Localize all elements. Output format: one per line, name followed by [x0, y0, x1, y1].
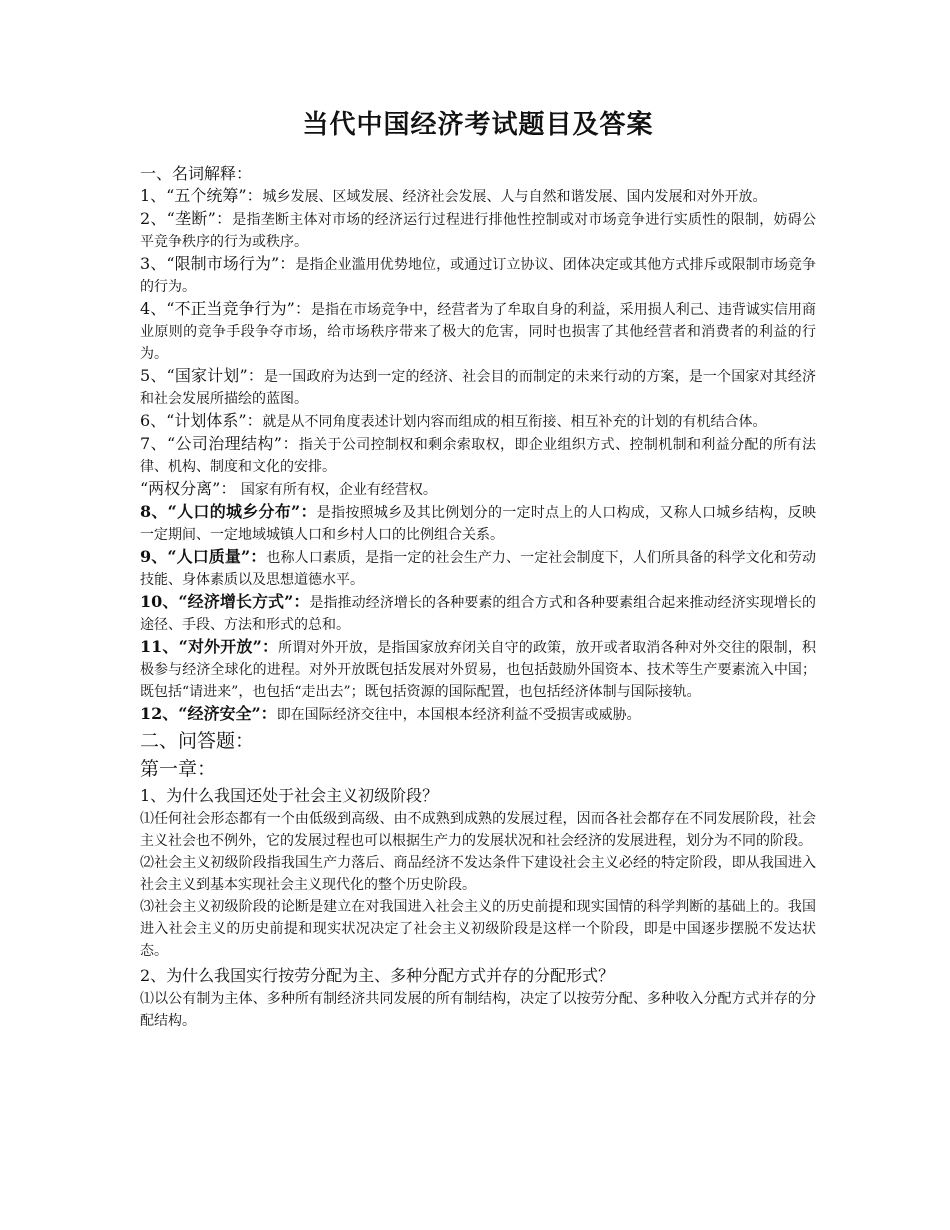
definition-term: 2、“垄断”： [140, 209, 233, 228]
definition-term: 7、“公司治理结构”： [140, 434, 299, 453]
definition-item [140, 546, 816, 591]
definition-term: 5、“国家计划”： [140, 366, 264, 385]
definition-term: 10、“经济增长方式”： [140, 592, 310, 611]
definition-item [140, 253, 816, 298]
definition-item [140, 636, 816, 703]
definition-item [140, 478, 816, 501]
definition-text: 是指垄断主体对市场的经济运行过程进行排他性控制或对市场竞争进行实质性的限制，妨碍公平竞争秩序的行为或秩序。 [140, 212, 816, 250]
definition-text: 国家有所有权，企业有经营权。 [236, 482, 437, 498]
definition-text: 是指按照城乡及其比例划分的一定时点上的人口构成，又称人口城乡结构，反映一定期间、一定地域城镇人口和乡村人口的比例组合关系。 [140, 505, 816, 543]
definition-term: 9、“人口质量”： [140, 547, 267, 566]
document-body [140, 104, 816, 1032]
definition-term: 12、“经济安全”： [140, 704, 277, 723]
definition-term: 6、“计划体系”： [140, 411, 263, 430]
definition-text: 是指在市场竞争中，经营者为了牟取自身的利益，采用损人利己、违背诚实信用商业原则的竞争手段争夺市场，给市场秩序带来了极大的危害，同时也损害了其他经营者和消费者的利益的行为。 [140, 302, 817, 362]
definition-item [140, 591, 816, 636]
definition-term: 3、“限制市场行为”： [140, 254, 296, 273]
definition-term: 4、“不正当竞争行为”： [140, 299, 311, 318]
question-title: 1、为什么我国还处于社会主义初级阶段？ [140, 786, 439, 805]
definition-term: 8、“人口的城乡分布”： [140, 502, 317, 521]
definition-text: 就是从不同角度表述计划内容而组成的相互衔接、相互补充的计划的有机结合体。 [262, 414, 767, 430]
definition-item [140, 208, 816, 253]
definition-item [140, 365, 816, 410]
definition-text: 也称人口素质，是指一定的社会生产力、一定社会制度下，人们所具备的科学文化和劳动技能、身体素质以及思想道德水平。 [140, 550, 817, 588]
definition-text: 是指企业滥用优势地位，或通过订立协议、团体决定或其他方式排斥或限制市场竞争的行为。 [140, 257, 817, 295]
definition-item [140, 501, 816, 546]
definition-text: 是一国政府为达到一定的经济、社会目的而制定的未来行动的方案，是一个国家对其经济和社会发展所描绘的蓝图。 [140, 369, 816, 407]
answer-paragraph: ⑵社会主义初级阶段指我国生产力落后、商品经济不发达条件下建设社会主义必经的特定阶段，即从我国进入社会主义到基本实现社会主义现代化的整个历史阶段。 [140, 855, 816, 893]
definition-item [140, 185, 816, 208]
definition-term: “两权分离”： [140, 479, 237, 498]
definition-item [140, 298, 816, 365]
definition-item [140, 410, 816, 433]
definition-text: 是指推动经济增长的各种要素的组合方式和各种要素组合起来推动经济实现增长的途径、手段、方法和形式的总和。 [140, 595, 816, 633]
section-heading-questions: 二、问答题： [140, 730, 255, 752]
definition-text: 所谓对外开放，是指国家放弃闭关自守的政策，放开或者取消各种对外交往的限制，积极参与经济全球化的进程。对外开放既包括发展对外贸易，也包括鼓励外国资本、技术等生产要素流入中国；既包括“请进来”，也包括“走出去”；既包括资源的国际配置，也包括经济体制与国际接轨。 [140, 640, 816, 700]
definition-text: 即在国际经济交往中，本国根本经济利益不受损害或威胁。 [276, 707, 641, 723]
answer-paragraph: ⑶社会主义初级阶段的论断是建立在对我国进入社会主义的历史前提和现实国情的科学判断的基础上的。我国进入社会主义的历史前提和现实状况决定了社会主义初级阶段是这样一个阶段，即是中国逐步摆脱不发达状态。 [140, 899, 816, 959]
definition-term: 1、“五个统筹”： [140, 186, 263, 205]
definitions-list [140, 185, 816, 726]
definition-item [140, 433, 816, 478]
definition-text: 城乡发展、区域发展、经济社会发展、人与自然和谐发展、国内发展和对外开放。 [262, 189, 767, 205]
question-title: 2、为什么我国实行按劳分配为主、多种分配方式并存的分配形式？ [140, 966, 615, 985]
section-heading-definitions: 一、名词解释： [140, 164, 253, 183]
definition-text: 指关于公司控制权和剩余索取权，即企业组织方式、控制机制和利益分配的所有法律、机构、制度和文化的安排。 [140, 437, 816, 475]
answer-paragraph: ⑴任何社会形态都有一个由低级到高级、由不成熟到成熟的发展过程，因而各社会都存在不同发展阶段，社会主义社会也不例外，它的发展过程也可以根据生产力的发展状况和社会经济的发展进程，划分为不同的阶段。 [140, 811, 816, 849]
definition-item [140, 703, 816, 726]
answer-paragraph: ⑴以公有制为主体、多种所有制经济共同发展的所有制结构，决定了以按劳分配、多种收入分配方式并存的分配结构。 [140, 991, 816, 1029]
chapter-heading: 第一章： [140, 758, 217, 780]
document-title: 当代中国经济考试题目及答案 [302, 110, 654, 140]
definition-term: 11、“对外开放”： [140, 637, 279, 656]
